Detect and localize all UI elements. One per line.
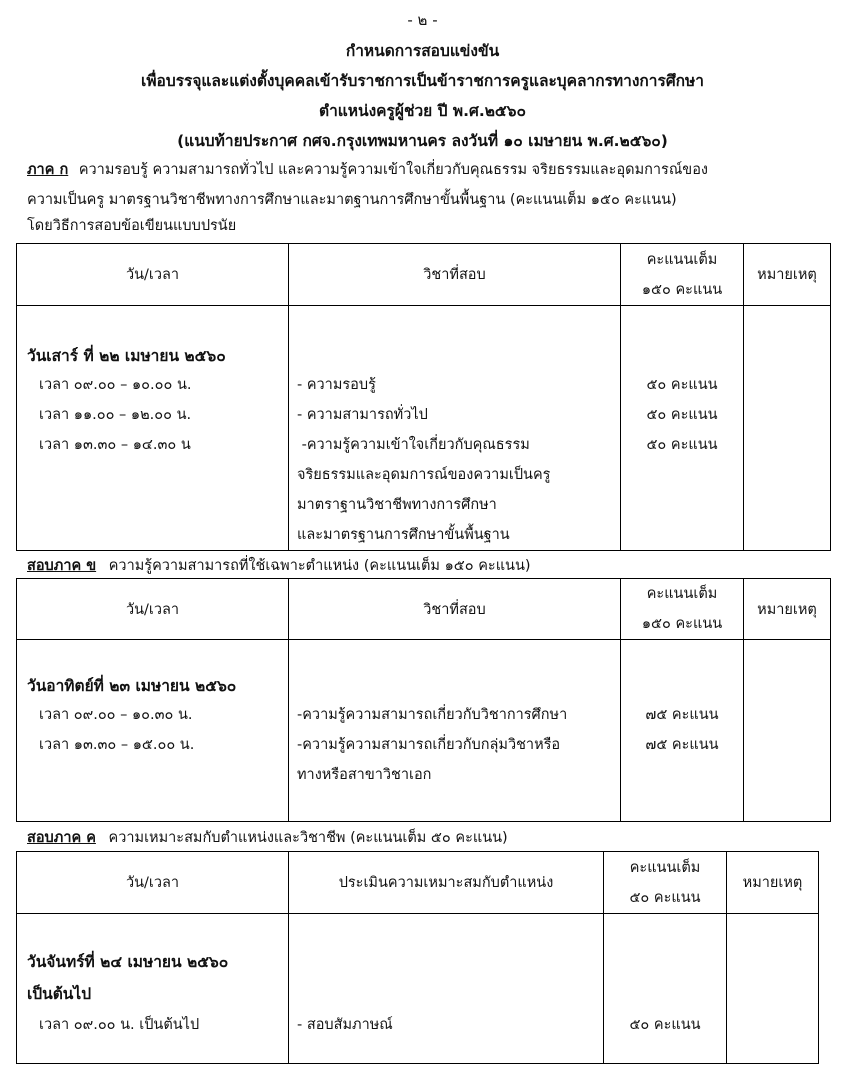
exam-subject: ทางหรือสาขาวิชาเอก [297, 767, 432, 783]
score-header-line2: ๕๐ คะแนน [629, 889, 701, 906]
exam-time: เวลา ๐๙.๐๐ – ๑๐.๐๐ น. [39, 377, 192, 393]
remark-cell [744, 306, 831, 551]
exam-day: วันเสาร์ ที่ ๒๒ เมษายน ๒๕๖๐ [27, 347, 226, 365]
col-header-remark: หมายเหตุ [744, 579, 831, 640]
subject-cell [289, 640, 621, 822]
section-c-desc: ความเหมาะสมกับตำแหน่งและวิชาชีพ (คะแนนเต็ม ๕๐ คะแนน) [108, 830, 508, 846]
exam-subject: - ความรอบรู้ [297, 377, 376, 393]
table-header-row [17, 852, 819, 914]
section-a-desc-line3: โดยวิธีการสอบข้อเขียนแบบปรนัย [27, 218, 237, 234]
score-cell [621, 306, 744, 551]
doc-reference: (แนบท้ายประกาศ กศจ.กรุงเทพมหานคร ลงวันที่ ๑๐ เมษายน พ.ศ.๒๕๖๐) [177, 132, 668, 150]
col-header-remark: หมายเหตุ [727, 852, 819, 914]
exam-subject: - สอบสัมภาษณ์ [297, 1017, 393, 1033]
schedule-table-c [16, 851, 819, 1064]
exam-score: ๕๐ คะแนน [646, 437, 718, 453]
score-header-line1: คะแนนเต็ม [629, 859, 701, 876]
doc-subtitle: เพื่อบรรจุและแต่งตั้งบุคคลเข้ารับราชการเป็นข้าราชการครูและบุคลากรทางการศึกษา [141, 72, 704, 90]
section-a-label: ภาค ก [27, 162, 69, 178]
col-header-subject: วิชาที่สอบ [289, 579, 621, 640]
col-header-subject: ประเมินความเหมาะสมกับตำแหน่ง [289, 852, 604, 914]
exam-subject: -ความรู้ความสามารถเกี่ยวกับกลุ่มวิชาหรือ [297, 737, 561, 753]
remark-cell [744, 640, 831, 822]
score-cell [621, 640, 744, 822]
score-header-line2: ๑๕๐ คะแนน [641, 281, 723, 298]
exam-score: ๕๐ คะแนน [629, 1017, 701, 1033]
exam-score: ๗๕ คะแนน [645, 737, 719, 753]
exam-day-suffix: เป็นต้นไป [27, 985, 92, 1003]
schedule-table-a [16, 243, 831, 551]
exam-time: เวลา ๑๑.๐๐ – ๑๒.๐๐ น. [39, 407, 192, 423]
table-row [17, 306, 831, 551]
exam-subject: มาตราฐานวิชาชีพทางการศึกษา [297, 497, 497, 513]
col-header-score [621, 579, 744, 640]
exam-time: เวลา ๐๙.๐๐ – ๑๐.๓๐ น. [39, 707, 193, 723]
section-b-label: สอบภาค ข [27, 558, 97, 574]
score-header-line1: คะแนนเต็ม [646, 251, 718, 268]
exam-time: เวลา ๑๓.๓๐ – ๑๕.๐๐ น. [39, 737, 195, 753]
score-header-line1: คะแนนเต็ม [646, 586, 718, 602]
score-header-line2: ๑๕๐ คะแนน [641, 616, 723, 632]
col-header-remark: หมายเหตุ [744, 244, 831, 306]
section-b-desc: ความรู้ความสามารถที่ใช้เฉพาะตำแหน่ง (คะแนนเต็ม ๑๕๐ คะแนน) [108, 558, 531, 574]
subject-cell [289, 914, 604, 1064]
table-row [17, 914, 819, 1064]
exam-subject: -ความรู้ความเข้าใจเกี่ยวกับคุณธรรม [297, 437, 530, 453]
exam-score: ๕๐ คะแนน [646, 377, 718, 393]
section-c-label: สอบภาค ค [27, 830, 96, 846]
exam-subject: -ความรู้ความสามารถเกี่ยวกับวิชาการศึกษา [297, 707, 568, 723]
col-header-datetime: วัน/เวลา [17, 852, 289, 914]
exam-subject: และมาตรฐานการศึกษาขั้นพื้นฐาน [297, 527, 510, 543]
datetime-cell [17, 306, 289, 551]
exam-score: ๗๕ คะแนน [645, 707, 719, 723]
score-cell [604, 914, 727, 1064]
col-header-datetime: วัน/เวลา [17, 579, 289, 640]
exam-subject: จริยธรรมและอุดมการณ์ของความเป็นครู [297, 467, 551, 483]
exam-day: วันจันทร์ที่ ๒๔ เมษายน ๒๕๖๐ [27, 953, 229, 971]
exam-time: เวลา ๐๙.๐๐ น. เป็นต้นไป [39, 1017, 200, 1033]
col-header-score [604, 852, 727, 914]
section-a-desc-line2: ความเป็นครู มาตรฐานวิชาชีพทางการศึกษาและมาตฐานการศึกษาขั้นพื้นฐาน (คะแนนเต็ม ๑๕๐ คะแนน) [27, 192, 677, 208]
col-header-score [621, 244, 744, 306]
section-a-intro [27, 155, 827, 237]
doc-position: ตำแหน่งครูผู้ช่วย ปี พ.ศ.๒๕๖๐ [319, 102, 526, 120]
doc-title: กำหนดการสอบแข่งขัน [345, 42, 500, 60]
exam-subject: - ความสามารถทั่วไป [297, 407, 428, 423]
datetime-cell [17, 640, 289, 822]
page-number: - ๒ - [407, 11, 438, 29]
table-header-row [17, 244, 831, 306]
datetime-cell [17, 914, 289, 1064]
section-a-desc-line1: ความรอบรู้ ความสามารถทั่วไป และความรู้ความเข้าใจเกี่ยวกับคุณธรรม จริยธรรมและอุดมการณ์ของ [78, 162, 709, 178]
remark-cell [727, 914, 819, 1064]
exam-time: เวลา ๑๓.๓๐ – ๑๔.๓๐ น [39, 437, 191, 453]
section-b-title [27, 554, 531, 577]
table-row [17, 640, 831, 822]
subject-cell [289, 306, 621, 551]
table-header-row [17, 579, 831, 640]
schedule-table-b [16, 578, 831, 822]
col-header-subject: วิชาที่สอบ [289, 244, 621, 306]
exam-day: วันอาทิตย์ที่ ๒๓ เมษายน ๒๕๖๐ [27, 677, 237, 695]
section-c-title [27, 826, 508, 849]
col-header-datetime: วัน/เวลา [17, 244, 289, 306]
exam-score: ๕๐ คะแนน [646, 407, 718, 423]
